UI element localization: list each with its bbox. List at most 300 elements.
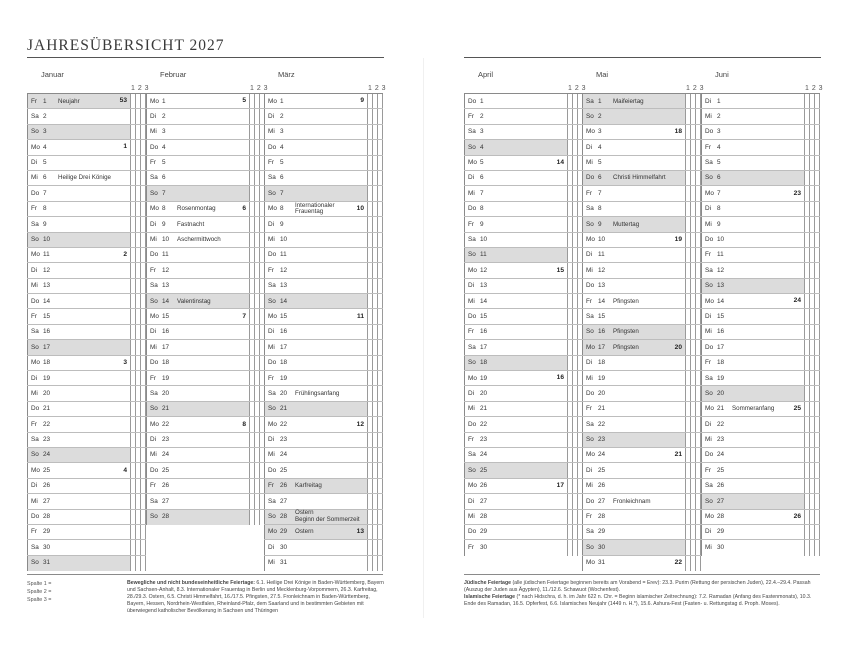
week-number: 14 — [556, 158, 564, 166]
day-cell — [464, 202, 567, 216]
day-row — [582, 156, 701, 171]
weekday-label: Do — [705, 128, 714, 136]
column-separator — [372, 109, 373, 123]
day-cell — [582, 402, 685, 416]
day-row — [582, 433, 701, 448]
column-separator — [372, 202, 373, 216]
day-number: 29 — [717, 528, 725, 536]
column-separator — [814, 186, 815, 200]
day-cell — [582, 186, 685, 200]
weekday-label: So — [268, 297, 276, 305]
weekday-label: So — [150, 405, 158, 413]
week-number: 23 — [793, 189, 801, 197]
column-separator — [130, 448, 131, 462]
column-separator — [567, 279, 568, 293]
column-separator — [377, 309, 378, 323]
column-separator — [685, 109, 686, 123]
column-separator — [382, 263, 383, 277]
day-row — [27, 448, 146, 463]
weekday-label: Do — [31, 189, 40, 197]
day-row — [27, 556, 146, 571]
column-separator — [135, 263, 136, 277]
weekday-label: So — [31, 559, 39, 567]
column-separator — [140, 494, 141, 508]
column-separator — [140, 417, 141, 431]
day-cell — [701, 263, 804, 277]
column-separator — [130, 356, 131, 370]
day-number: 19 — [598, 374, 606, 382]
weekday-label: Fr — [705, 251, 712, 259]
day-cell — [464, 448, 567, 462]
column-separator — [690, 386, 691, 400]
column-separator — [572, 340, 573, 354]
column-separator — [259, 386, 260, 400]
weekday-label: Fr — [705, 143, 712, 151]
weekday-label: Sa — [468, 236, 476, 244]
column-separator — [567, 386, 568, 400]
holiday-label: Valentinstag — [177, 297, 211, 305]
column-separator — [249, 371, 250, 385]
day-number: 22 — [717, 420, 725, 428]
column-separator — [377, 171, 378, 185]
column-separator — [259, 417, 260, 431]
column-separator — [685, 294, 686, 308]
weekday-label: Mo — [150, 420, 159, 428]
column-separator — [804, 525, 805, 539]
column-separator — [685, 217, 686, 231]
day-cell — [264, 156, 367, 170]
month-name: Februar — [160, 70, 187, 79]
column-separator — [804, 156, 805, 170]
column-separator — [809, 233, 810, 247]
column-separator — [135, 402, 136, 416]
day-number: 25 — [43, 466, 51, 474]
day-number: 27 — [598, 497, 606, 505]
column-separator — [567, 171, 568, 185]
column-separator — [567, 448, 568, 462]
day-cell — [146, 356, 249, 370]
column-separator — [382, 294, 383, 308]
day-number: 19 — [480, 374, 488, 382]
day-row — [464, 540, 583, 555]
column-separator — [367, 386, 368, 400]
day-cell — [582, 217, 685, 231]
weekday-label: Mo — [150, 205, 159, 213]
column-separator — [382, 156, 383, 170]
day-cell — [464, 140, 567, 154]
day-row — [582, 171, 701, 186]
column-separator — [685, 233, 686, 247]
day-cell — [582, 109, 685, 123]
column-separator — [577, 263, 578, 277]
day-cell — [146, 186, 249, 200]
weekday-label: Di — [268, 436, 275, 444]
column-separator — [259, 94, 260, 108]
week-number: 19 — [674, 235, 682, 243]
column-separator — [690, 510, 691, 524]
weekday-label: Di — [586, 143, 593, 151]
day-row — [464, 109, 583, 124]
column-separator — [130, 186, 131, 200]
day-row — [464, 294, 583, 309]
column-separator — [814, 248, 815, 262]
weekday-label: Fr — [31, 420, 38, 428]
day-row — [701, 463, 820, 478]
day-number: 7 — [162, 189, 166, 197]
column-separator — [382, 140, 383, 154]
column-separator — [690, 279, 691, 293]
column-separator — [572, 525, 573, 539]
column-separator — [814, 356, 815, 370]
column-separator — [567, 309, 568, 323]
week-number: 7 — [242, 312, 246, 320]
column-separator — [140, 109, 141, 123]
column-separator — [577, 140, 578, 154]
column-separator — [577, 233, 578, 247]
column-separator — [804, 494, 805, 508]
day-number: 16 — [480, 328, 488, 336]
column-separator — [809, 171, 810, 185]
weekday-label: Sa — [31, 328, 39, 336]
column-separator — [572, 156, 573, 170]
column-separator — [249, 186, 250, 200]
column-separator — [577, 510, 578, 524]
day-row — [464, 279, 583, 294]
weekday-label: Mo — [705, 297, 714, 305]
column-separator — [382, 309, 383, 323]
column-separator — [140, 94, 141, 108]
column-separator — [567, 402, 568, 416]
day-row — [701, 233, 820, 248]
day-row — [27, 479, 146, 494]
column-separator — [577, 325, 578, 339]
weekday-label: Sa — [268, 497, 276, 505]
day-row — [264, 309, 383, 324]
weekday-label: So — [468, 251, 476, 259]
column-separator — [809, 463, 810, 477]
weekday-label: Mi — [150, 236, 157, 244]
column-separator — [814, 233, 815, 247]
day-number: 16 — [43, 328, 51, 336]
day-number: 15 — [717, 312, 725, 320]
column-separator — [130, 494, 131, 508]
day-row — [582, 248, 701, 263]
day-row — [464, 479, 583, 494]
column-separator — [809, 248, 810, 262]
weekday-label: Sa — [586, 97, 594, 105]
weekday-label: Do — [468, 97, 477, 105]
column-separator — [819, 417, 820, 431]
day-cell — [464, 186, 567, 200]
column-separator — [372, 556, 373, 571]
column-separator — [249, 325, 250, 339]
day-row — [27, 279, 146, 294]
day-cell — [701, 433, 804, 447]
day-number: 5 — [280, 159, 284, 167]
column-separator — [367, 186, 368, 200]
day-cell — [146, 233, 249, 247]
column-separator — [567, 186, 568, 200]
column-separator — [690, 356, 691, 370]
column-separator — [377, 94, 378, 108]
column-separator — [259, 463, 260, 477]
column-separator — [685, 433, 686, 447]
column-separator — [819, 371, 820, 385]
day-cell — [264, 294, 367, 308]
day-row — [27, 125, 146, 140]
column-separator — [382, 540, 383, 554]
holiday-label: Internationaler Frauentag — [295, 201, 335, 216]
day-number: 10 — [717, 236, 725, 244]
day-cell — [146, 463, 249, 477]
column-separator — [249, 294, 250, 308]
day-number: 30 — [280, 543, 288, 551]
column-separator — [804, 510, 805, 524]
column-separator — [140, 525, 141, 539]
day-cell — [146, 171, 249, 185]
day-number: 26 — [43, 482, 51, 490]
day-row — [582, 140, 701, 155]
weekday-label: Di — [150, 328, 157, 336]
footnote-islamic-heading: Islamische Feiertage — [464, 593, 516, 600]
column-separator — [254, 463, 255, 477]
weekday-label: Di — [268, 328, 275, 336]
weekday-label: Mi — [268, 451, 275, 459]
day-row — [701, 109, 820, 124]
weekday-label: Di — [31, 159, 38, 167]
column-separator — [367, 156, 368, 170]
week-number: 8 — [242, 420, 246, 428]
week-number: 12 — [356, 420, 364, 428]
column-separator — [572, 325, 573, 339]
day-cell — [582, 325, 685, 339]
column-separator — [572, 479, 573, 493]
column-separator — [695, 156, 696, 170]
column-separator — [567, 371, 568, 385]
column-separator — [690, 294, 691, 308]
column-separator — [372, 494, 373, 508]
day-cell — [27, 417, 130, 431]
column-separator — [567, 325, 568, 339]
day-row — [27, 109, 146, 124]
day-row — [701, 294, 820, 309]
column-separator — [372, 186, 373, 200]
weekday-label: Sa — [468, 451, 476, 459]
day-number: 27 — [280, 497, 288, 505]
day-cell — [27, 294, 130, 308]
column-separator — [809, 386, 810, 400]
column-separator — [254, 309, 255, 323]
weekday-label: Mi — [705, 112, 712, 120]
column-separator — [259, 248, 260, 262]
column-separator — [382, 356, 383, 370]
column-separator — [249, 433, 250, 447]
weekday-label: Di — [705, 97, 712, 105]
column-separator — [572, 202, 573, 216]
day-number: 12 — [717, 266, 725, 274]
day-row — [582, 386, 701, 401]
day-number: 3 — [480, 128, 484, 136]
day-number: 3 — [280, 128, 284, 136]
weekday-label: Fr — [586, 297, 593, 305]
day-cell — [27, 263, 130, 277]
day-cell — [701, 279, 804, 293]
day-row — [582, 402, 701, 417]
day-row — [582, 371, 701, 386]
weekday-label: So — [586, 220, 594, 228]
day-row — [264, 371, 383, 386]
column-separator — [814, 448, 815, 462]
weekday-label: Sa — [705, 266, 713, 274]
holiday-label: Ostern — [295, 528, 314, 536]
weekday-label: Mi — [150, 128, 157, 136]
day-number: 5 — [598, 159, 602, 167]
column-separator — [377, 356, 378, 370]
day-cell — [464, 510, 567, 524]
day-number: 18 — [717, 359, 725, 367]
column-separator — [804, 325, 805, 339]
day-number: 24 — [717, 451, 725, 459]
column-separator — [577, 186, 578, 200]
day-row — [464, 217, 583, 232]
day-number: 22 — [280, 420, 288, 428]
day-cell — [27, 494, 130, 508]
column-separator — [572, 540, 573, 555]
column-separator — [695, 402, 696, 416]
day-cell — [264, 494, 367, 508]
day-row — [701, 540, 820, 555]
column-separator — [130, 294, 131, 308]
column-separator — [372, 448, 373, 462]
column-separator — [804, 294, 805, 308]
column-separator — [695, 94, 696, 108]
column-separator — [130, 309, 131, 323]
column-separator — [259, 233, 260, 247]
day-row — [701, 263, 820, 278]
day-number: 5 — [480, 159, 484, 167]
weekday-label: Di — [705, 205, 712, 213]
column-separator — [695, 325, 696, 339]
day-number: 21 — [162, 405, 170, 413]
column-separator — [567, 156, 568, 170]
column-separator — [372, 417, 373, 431]
day-row — [146, 125, 265, 140]
column-separator — [377, 510, 378, 524]
day-cell — [582, 233, 685, 247]
holiday-label: Fronleichnam — [613, 497, 651, 505]
column-separator — [140, 294, 141, 308]
day-cell — [27, 402, 130, 416]
day-number: 1 — [43, 97, 47, 105]
day-number: 24 — [43, 451, 51, 459]
header-rule-right — [464, 57, 821, 58]
day-number: 23 — [480, 436, 488, 444]
week-number: 18 — [674, 128, 682, 136]
day-number: 18 — [43, 359, 51, 367]
weekday-label: So — [150, 189, 158, 197]
weekday-label: Sa — [586, 528, 594, 536]
column-separator — [685, 402, 686, 416]
day-row — [264, 248, 383, 263]
day-cell — [701, 325, 804, 339]
column-separator — [804, 402, 805, 416]
column-separator — [819, 494, 820, 508]
column-separator — [372, 309, 373, 323]
column-separator — [809, 540, 810, 555]
day-row — [701, 140, 820, 155]
weekday-label: Mi — [31, 174, 38, 182]
day-number: 11 — [717, 251, 724, 259]
weekday-label: Mo — [468, 482, 477, 490]
day-number: 21 — [280, 405, 288, 413]
column-separator — [367, 448, 368, 462]
column-separator — [372, 217, 373, 231]
day-number: 8 — [280, 205, 284, 213]
weekday-label: So — [268, 189, 276, 197]
column-separator — [382, 448, 383, 462]
day-cell — [464, 309, 567, 323]
column-separator — [254, 156, 255, 170]
column-separator — [367, 109, 368, 123]
column-separator — [377, 525, 378, 539]
column-separator — [809, 371, 810, 385]
weekday-label: Di — [150, 436, 157, 444]
column-separator — [804, 233, 805, 247]
day-cell — [464, 433, 567, 447]
day-cell — [701, 540, 804, 555]
weekday-label: So — [586, 112, 594, 120]
weekday-label: Mo — [31, 251, 40, 259]
column-separator — [249, 125, 250, 139]
column-separator — [572, 433, 573, 447]
column-separator — [572, 125, 573, 139]
column-separator — [130, 433, 131, 447]
column-separator — [377, 248, 378, 262]
day-row — [146, 171, 265, 186]
day-cell — [146, 417, 249, 431]
day-cell — [27, 340, 130, 354]
column-separator — [577, 109, 578, 123]
day-row — [27, 340, 146, 355]
weekday-label: Fr — [468, 328, 475, 336]
week-number: 25 — [793, 405, 801, 413]
day-cell — [701, 402, 804, 416]
day-number: 21 — [480, 405, 488, 413]
day-number: 6 — [480, 174, 484, 182]
column-separator — [814, 417, 815, 431]
month-name: April — [478, 70, 494, 79]
column-separator — [130, 125, 131, 139]
column-separator — [809, 125, 810, 139]
column-separator — [140, 217, 141, 231]
column-separator — [372, 386, 373, 400]
weekday-label: So — [705, 174, 713, 182]
weekday-label: Mi — [586, 266, 593, 274]
column-separator — [135, 386, 136, 400]
day-number: 1 — [162, 97, 166, 105]
column-separator — [814, 479, 815, 493]
column-separator — [567, 125, 568, 139]
column-separator — [254, 186, 255, 200]
day-cell — [27, 202, 130, 216]
column-separator — [685, 463, 686, 477]
day-number: 30 — [43, 543, 51, 551]
day-row — [146, 448, 265, 463]
day-cell — [582, 525, 685, 539]
weekday-label: Do — [31, 405, 40, 413]
column-separator — [259, 479, 260, 493]
day-number: 28 — [480, 513, 488, 521]
